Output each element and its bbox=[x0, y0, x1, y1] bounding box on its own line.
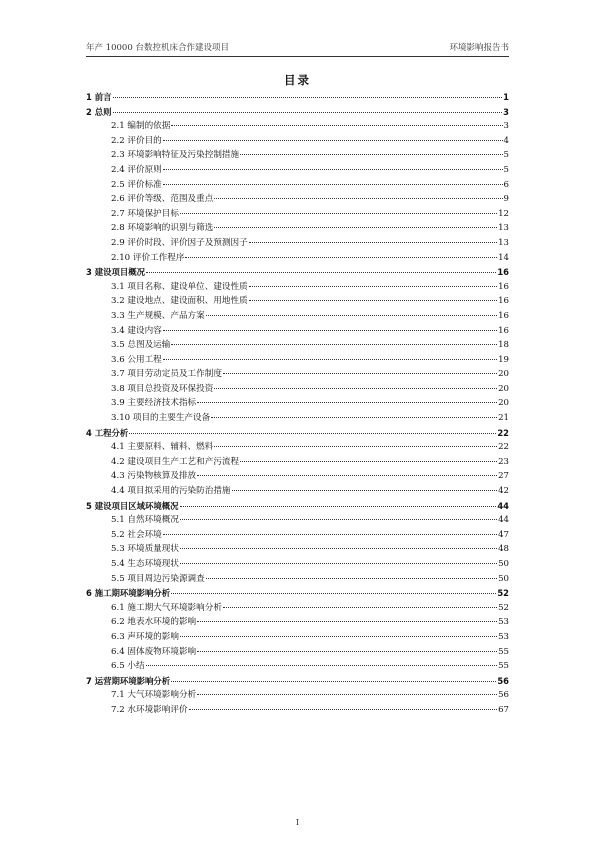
toc-section-entry[interactable] bbox=[86, 338, 509, 353]
toc-entry-page-number: 1 bbox=[503, 92, 509, 102]
toc-entry-label: 6.3 声环境的影响 bbox=[111, 631, 179, 642]
toc-section-entry[interactable] bbox=[86, 134, 509, 149]
toc-entry-page-number: 44 bbox=[497, 500, 509, 511]
toc-section-entry[interactable] bbox=[86, 148, 509, 163]
toc-entry-label: 5.5 项目周边污染源调查 bbox=[111, 573, 205, 584]
toc-dot-leader bbox=[189, 709, 498, 710]
toc-chapter-entry[interactable] bbox=[86, 499, 509, 514]
toc-entry-page-number: 52 bbox=[498, 602, 509, 613]
toc-dot-leader bbox=[171, 593, 496, 594]
toc-entry-page-number: 16 bbox=[497, 267, 509, 278]
toc-dot-leader bbox=[223, 373, 497, 374]
toc-dot-leader bbox=[240, 461, 497, 462]
toc-entry-label: 2.4 评价原则 bbox=[111, 164, 162, 175]
toc-entry-label: 1 前言 bbox=[86, 92, 112, 102]
toc-dot-leader bbox=[180, 213, 497, 214]
toc-dot-leader bbox=[180, 563, 497, 564]
toc-entry-label: 7.2 水环境影响评价 bbox=[111, 704, 188, 715]
toc-dot-leader bbox=[180, 519, 497, 520]
toc-section-entry[interactable] bbox=[86, 440, 509, 455]
toc-chapter-entry[interactable] bbox=[86, 105, 509, 120]
toc-entry-page-number: 52 bbox=[497, 588, 509, 599]
running-header bbox=[86, 40, 509, 57]
toc-dot-leader bbox=[197, 621, 497, 622]
header-project-title: 年产 10000 台数控机床合作建设项目 bbox=[86, 43, 229, 53]
toc-dot-leader bbox=[163, 359, 497, 360]
toc-entry-page-number: 53 bbox=[498, 617, 509, 628]
toc-dot-leader bbox=[197, 651, 497, 652]
toc-entry-page-number: 55 bbox=[498, 661, 509, 672]
toc-entry-label: 2.3 环境影响特征及污染控制措施 bbox=[111, 150, 240, 161]
toc-section-entry[interactable] bbox=[86, 353, 509, 368]
toc-entry-label: 6.1 施工期大气环境影响分析 bbox=[111, 602, 222, 613]
toc-section-entry[interactable] bbox=[86, 236, 509, 251]
toc-entry-page-number: 47 bbox=[498, 529, 509, 540]
toc-entry-label: 3.2 建设地点、建设面积、用地性质 bbox=[111, 296, 248, 307]
toc-dot-leader bbox=[197, 402, 497, 403]
toc-entry-page-number: 20 bbox=[498, 383, 509, 394]
toc-entry-label: 5.2 社会环境 bbox=[111, 529, 162, 540]
toc-section-entry[interactable] bbox=[86, 221, 509, 236]
toc-dot-leader bbox=[206, 578, 497, 579]
toc-entry-page-number: 14 bbox=[498, 252, 509, 263]
toc-section-entry[interactable] bbox=[86, 484, 509, 499]
toc-section-entry[interactable] bbox=[86, 542, 509, 557]
toc-entry-page-number: 5 bbox=[503, 164, 509, 175]
toc-entry-label: 4.2 建设项目生产工艺和产污流程 bbox=[111, 456, 240, 467]
toc-entry-label: 7.1 大气环境影响分析 bbox=[111, 690, 197, 701]
toc-entry-page-number: 16 bbox=[498, 296, 509, 307]
toc-entry-page-number: 50 bbox=[498, 573, 509, 584]
toc-entry-label: 3.3 生产规模、产品方案 bbox=[111, 310, 205, 321]
toc-entry-label: 2.8 环境影响的识别与筛选 bbox=[111, 223, 214, 234]
toc-section-entry[interactable] bbox=[86, 294, 509, 309]
toc-dot-leader bbox=[163, 184, 503, 185]
toc-entry-label: 3.5 总图及运输 bbox=[111, 340, 171, 351]
toc-entry-page-number: 3 bbox=[503, 121, 509, 132]
toc-dot-leader bbox=[180, 636, 497, 637]
toc-section-entry[interactable] bbox=[86, 615, 509, 630]
toc-dot-leader bbox=[214, 198, 502, 199]
toc-entry-label: 2.6 评价等级、范围及重点 bbox=[111, 194, 214, 205]
toc-dot-leader bbox=[113, 97, 503, 98]
toc-entry-page-number: 42 bbox=[498, 486, 509, 497]
toc-section-entry[interactable] bbox=[86, 119, 509, 134]
toc-entry-label: 4.3 污染物核算及排放 bbox=[111, 471, 197, 482]
toc-entry-label: 6 施工期环境影响分析 bbox=[86, 588, 171, 599]
toc-section-entry[interactable] bbox=[86, 528, 509, 543]
toc-entry-page-number: 67 bbox=[498, 704, 509, 715]
toc-section-entry[interactable] bbox=[86, 280, 509, 295]
toc-dot-leader bbox=[214, 227, 497, 228]
toc-dot-leader bbox=[180, 548, 497, 549]
toc-dot-leader bbox=[197, 694, 497, 695]
toc-dot-leader bbox=[232, 490, 498, 491]
toc-section-entry[interactable] bbox=[86, 659, 509, 674]
toc-entry-label: 5.1 自然环境概况 bbox=[111, 515, 179, 526]
toc-entry-label: 3.10 项目的主要生产设备 bbox=[111, 413, 211, 424]
toc-entry-label: 4 工程分析 bbox=[86, 427, 129, 438]
toc-entry-label: 6.5 小结 bbox=[111, 661, 145, 672]
toc-chapter-entry[interactable] bbox=[86, 90, 509, 105]
toc-entry-page-number: 44 bbox=[498, 515, 509, 526]
toc-section-entry[interactable] bbox=[86, 192, 509, 207]
toc-section-entry[interactable] bbox=[86, 703, 509, 718]
toc-entry-page-number: 6 bbox=[503, 179, 509, 190]
toc-section-entry[interactable] bbox=[86, 455, 509, 470]
toc-entry-label: 5.3 环境质量现状 bbox=[111, 544, 179, 555]
toc-section-entry[interactable] bbox=[86, 207, 509, 222]
toc-entry-page-number: 12 bbox=[498, 208, 509, 219]
toc-entry-label: 7 运营期环境影响分析 bbox=[86, 675, 171, 686]
toc-section-entry[interactable] bbox=[86, 309, 509, 324]
toc-section-entry[interactable] bbox=[86, 367, 509, 382]
toc-dot-leader bbox=[214, 446, 497, 447]
toc-dot-leader bbox=[197, 475, 497, 476]
toc-entry-page-number: 20 bbox=[498, 398, 509, 409]
toc-section-entry[interactable] bbox=[86, 645, 509, 660]
toc-entry-page-number: 56 bbox=[497, 675, 509, 686]
toc-entry-label: 5 建设项目区域环境概况 bbox=[86, 500, 179, 511]
toc-entry-label: 6.4 固体废物环境影响 bbox=[111, 646, 197, 657]
toc-entry-label: 2.10 评价工作程序 bbox=[111, 252, 185, 263]
toc-dot-leader bbox=[185, 257, 497, 258]
toc-section-entry[interactable] bbox=[86, 251, 509, 266]
toc-dot-leader bbox=[240, 154, 502, 155]
toc-entry-page-number: 4 bbox=[503, 135, 509, 146]
page-number: I bbox=[295, 818, 300, 827]
toc-entry-page-number: 18 bbox=[498, 340, 509, 351]
toc-chapter-entry[interactable] bbox=[86, 586, 509, 601]
toc-entry-label: 3.4 建设内容 bbox=[111, 325, 162, 336]
toc-entry-label: 3.6 公用工程 bbox=[111, 354, 162, 365]
toc-entry-label: 2.1 编制的依据 bbox=[111, 121, 171, 132]
toc-entry-page-number: 48 bbox=[498, 544, 509, 555]
toc-dot-leader bbox=[146, 272, 496, 273]
toc-section-entry[interactable] bbox=[86, 557, 509, 572]
toc-entry-page-number: 9 bbox=[503, 194, 509, 205]
toc-entry-label: 4.1 主要原料、辅料、燃料 bbox=[111, 442, 214, 453]
toc-entry-page-number: 27 bbox=[498, 471, 509, 482]
toc-entry-page-number: 50 bbox=[498, 559, 509, 569]
header-document-type: 环境影响报告书 bbox=[449, 43, 509, 53]
toc-dot-leader bbox=[249, 300, 497, 301]
toc-dot-leader bbox=[214, 388, 497, 389]
toc-entry-page-number: 53 bbox=[498, 631, 509, 642]
toc-section-entry[interactable] bbox=[86, 630, 509, 645]
toc-chapter-entry[interactable] bbox=[86, 265, 509, 280]
toc-entry-page-number: 16 bbox=[498, 325, 509, 336]
toc-dot-leader bbox=[163, 140, 503, 141]
toc-dot-leader bbox=[129, 433, 496, 434]
toc-entry-page-number: 20 bbox=[498, 369, 509, 380]
toc-section-entry[interactable] bbox=[86, 396, 509, 411]
toc-entry-page-number: 23 bbox=[498, 456, 509, 467]
toc-entry-page-number: 19 bbox=[498, 354, 509, 365]
toc-dot-leader bbox=[211, 417, 497, 418]
toc-entry-page-number: 13 bbox=[498, 237, 509, 248]
toc-section-entry[interactable] bbox=[86, 178, 509, 193]
toc-section-entry[interactable] bbox=[86, 163, 509, 178]
toc-dot-leader bbox=[171, 125, 502, 126]
toc-entry-label: 2.7 环境保护目标 bbox=[111, 208, 179, 219]
toc-entry-page-number: 22 bbox=[497, 427, 509, 438]
toc-section-entry[interactable] bbox=[86, 688, 509, 703]
toc-section-entry[interactable] bbox=[86, 324, 509, 339]
toc-entry-page-number: 5 bbox=[503, 150, 509, 161]
toc-chapter-entry[interactable] bbox=[86, 426, 509, 441]
toc-entry-label: 2 总则 bbox=[86, 106, 112, 117]
toc-entry-label: 3.8 项目总投资及环保投资 bbox=[111, 383, 214, 394]
toc-entry-page-number: 22 bbox=[498, 442, 509, 453]
toc-entry-label: 3.7 项目劳动定员及工作制度 bbox=[111, 369, 222, 380]
toc-dot-leader bbox=[163, 330, 497, 331]
toc-entry-label: 3.1 项目名称、建设单位、建设性质 bbox=[111, 281, 248, 292]
toc-dot-leader bbox=[113, 112, 503, 113]
toc-entry-label: 2.2 评价目的 bbox=[111, 135, 162, 146]
toc-dot-leader bbox=[249, 242, 497, 243]
toc-entry-label: 5.4 生态环境现状 bbox=[111, 559, 179, 569]
toc-dot-leader bbox=[223, 607, 497, 608]
toc-entry-label: 2.5 评价标准 bbox=[111, 179, 162, 190]
toc-dot-leader bbox=[163, 534, 497, 535]
toc-entry-page-number: 16 bbox=[498, 310, 509, 321]
toc-dot-leader bbox=[180, 506, 497, 507]
toc-dot-leader bbox=[163, 169, 503, 170]
toc-section-entry[interactable] bbox=[86, 411, 509, 426]
toc-entry-label: 4.4 项目拟采用的污染防治措施 bbox=[111, 486, 231, 497]
toc-entry-label: 3.9 主要经济技术指标 bbox=[111, 398, 197, 409]
toc-entry-page-number: 3 bbox=[503, 106, 509, 117]
toc-dot-leader bbox=[171, 344, 497, 345]
toc-entry-label: 3 建设项目概况 bbox=[86, 267, 145, 278]
toc-dot-leader bbox=[206, 315, 497, 316]
toc-section-entry[interactable] bbox=[86, 572, 509, 587]
toc-entry-label: 6.2 地表水环境的影响 bbox=[111, 617, 197, 628]
toc-section-entry[interactable] bbox=[86, 469, 509, 484]
toc-dot-leader bbox=[249, 286, 497, 287]
toc-entry-page-number: 21 bbox=[498, 413, 509, 424]
toc-dot-leader bbox=[146, 665, 497, 666]
toc-dot-leader bbox=[171, 681, 496, 682]
toc-entry-page-number: 55 bbox=[498, 646, 509, 657]
toc-section-entry[interactable] bbox=[86, 382, 509, 397]
toc-section-entry[interactable] bbox=[86, 601, 509, 616]
toc-section-entry[interactable] bbox=[86, 513, 509, 528]
table-of-contents bbox=[86, 90, 509, 718]
toc-entry-page-number: 13 bbox=[498, 223, 509, 234]
toc-entry-label: 2.9 评价时段、评价因子及预测因子 bbox=[111, 237, 248, 248]
toc-chapter-entry[interactable] bbox=[86, 674, 509, 689]
toc-title: 目录 bbox=[284, 73, 311, 87]
toc-entry-page-number: 16 bbox=[498, 281, 509, 292]
toc-entry-page-number: 56 bbox=[498, 690, 509, 701]
